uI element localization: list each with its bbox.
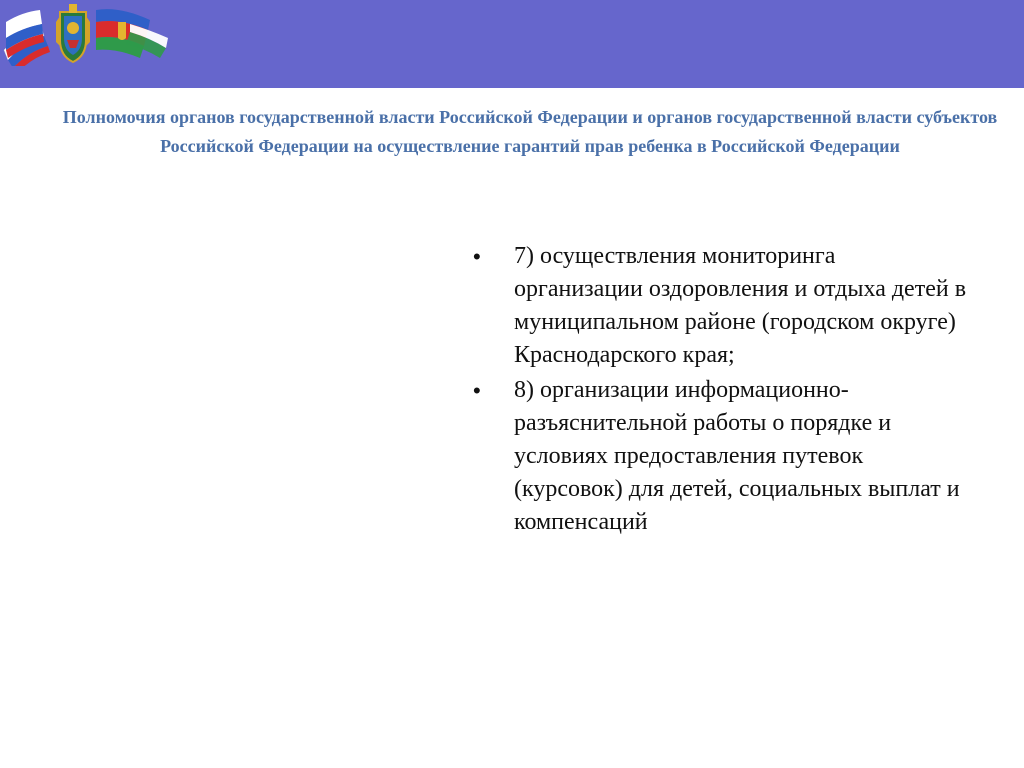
slide-title: Полномочия органов государственной власти Российской Федерации и органов государственной власти субъектов Российской Федерации на осуществление гарантий прав ребенка в Российской Федерации (62, 107, 998, 156)
bullet-icon: • (473, 378, 481, 403)
bullet-icon: • (473, 244, 481, 269)
flags-and-coat-of-arms-icon (0, 2, 170, 66)
bullet-list (470, 240, 970, 541)
list-item-text: 8) организации информационно-разъяснительной работы о порядке и условиях предоставления путевок (курсовок) для детей, социальных выплат и компенсаций (514, 377, 960, 535)
list-item (470, 240, 970, 372)
russian-flag-icon (4, 10, 50, 66)
list-item-text: 7) осуществления мониторинга организации оздоровления и отдыха детей в муниципальном районе (городском округе) Краснодарского края; (514, 243, 967, 368)
krasnodar-flag-icon (96, 9, 168, 58)
coat-of-arms-icon (56, 4, 90, 62)
list-item (470, 374, 970, 539)
